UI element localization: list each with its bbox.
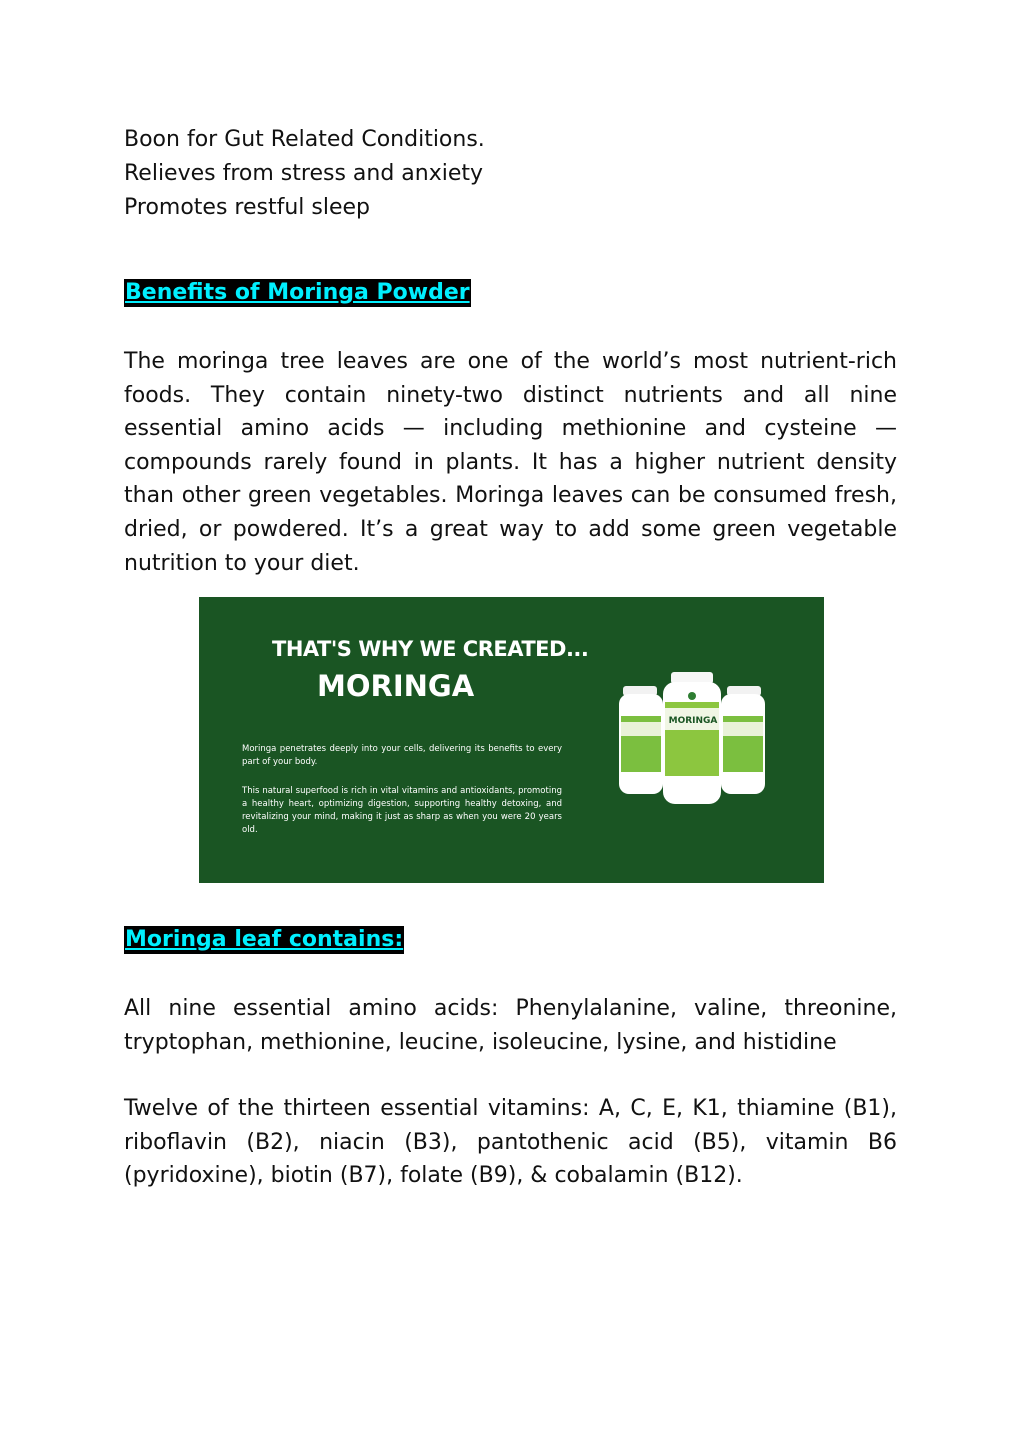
intro-line-3: Promotes restful sleep [124, 195, 370, 220]
bottle-right [721, 686, 765, 794]
benefits-paragraph: The moringa tree leaves are one of the world’s most nutrient-rich foods. They contain ninety-two distinct nutrients and all nine essential amino acids — including methionine and cysteine — compounds rarely found in plants. It has a higher nutrient density than other green vegetables. Moringa leaves can be consumed fresh, dried, or powdered. It’s a great way to add some green vegetable nutrition to your diet. [124, 349, 897, 576]
benefits-heading: Benefits of Moringa Powder [125, 280, 470, 305]
bottle-label: MORINGA [668, 716, 718, 726]
moringa-banner-image [199, 597, 824, 883]
leaf-section [124, 926, 897, 1193]
bottle-center [663, 672, 721, 804]
leaf-heading: Moringa leaf contains: [125, 927, 404, 952]
bottle-left [619, 686, 663, 794]
supplement-bottles-illustration [617, 672, 767, 812]
vitamins-paragraph: Twelve of the thirteen essential vitamins: A, C, E, K1, thiamine (B1), riboflavin (B2), niacin (B3), pantothenic acid (B5), vitamin B6 (pyridoxine), biotin (B7), folate (B9), & cobalamin (B12). [124, 1096, 897, 1189]
banner-text-2: This natural superfood is rich in vital vitamins and antioxidants, promoting a healthy heart, optimizing digestion, supporting healthy detoxing, and revitalizing your mind, making it just as sharp as when you were 20 years old. [242, 786, 562, 835]
intro-line-2: Relieves from stress and anxiety [124, 161, 484, 186]
banner-text-1: Moringa penetrates deeply into your cells, delivering its benefits to every part of your body. [242, 744, 562, 767]
banner-title-line2: MORINGA [317, 669, 475, 703]
banner-title-line1: THAT'S WHY WE CREATED... [272, 637, 589, 661]
intro-line-1: Boon for Gut Related Conditions. [124, 127, 485, 152]
document-body [124, 123, 897, 580]
amino-acids-paragraph: All nine essential amino acids: Phenylalanine, valine, threonine, tryptophan, methionine, leucine, isoleucine, lysine, and histidine [124, 996, 897, 1055]
